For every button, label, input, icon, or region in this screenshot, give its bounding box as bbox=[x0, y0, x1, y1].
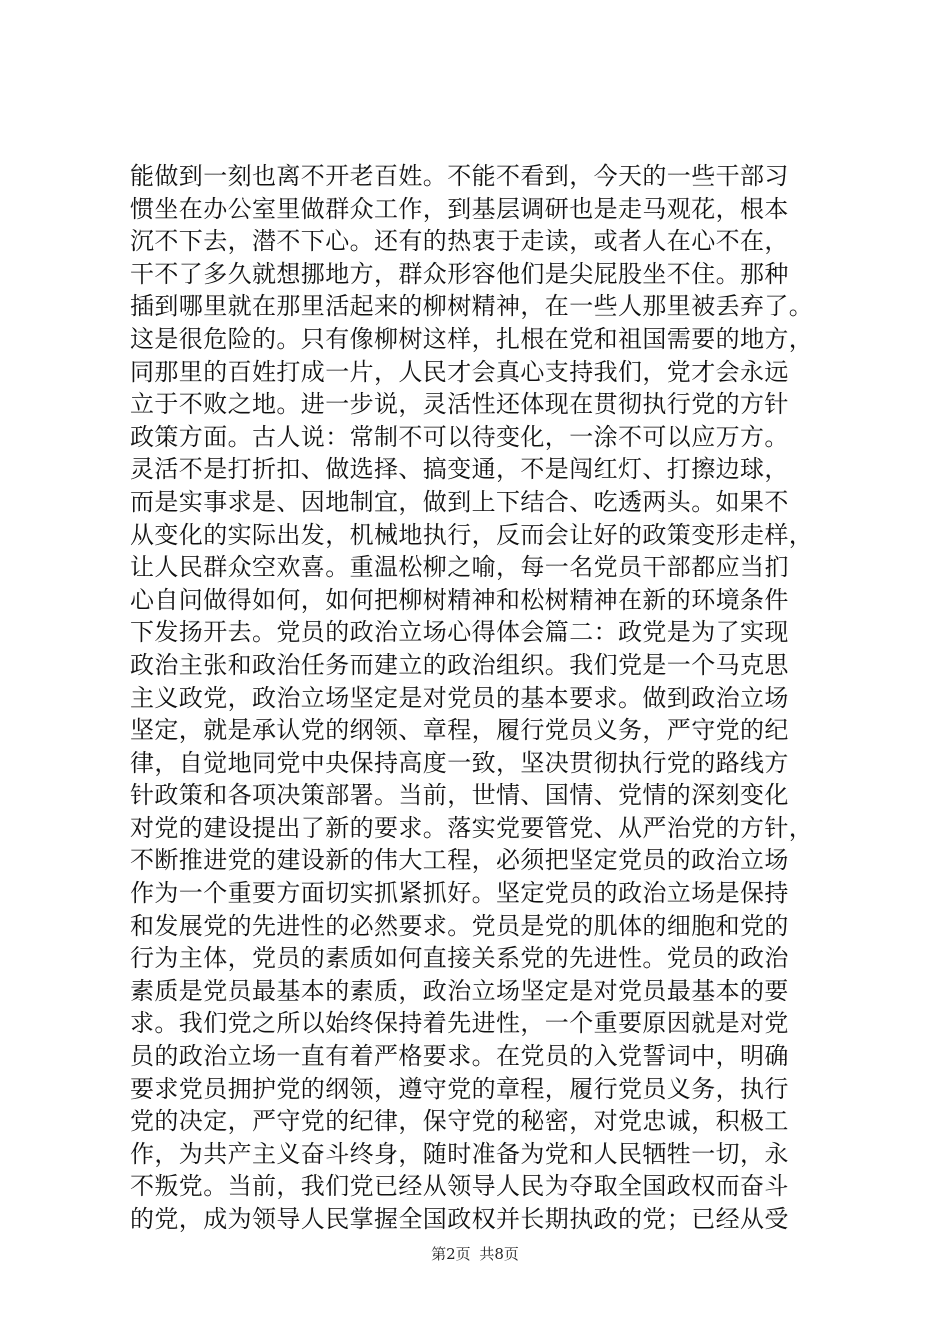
text-line: 作为一个重要方面切实抓紧抓好。坚定党员的政治立场是保持 bbox=[130, 879, 789, 908]
page-total: 共8页 bbox=[479, 1245, 519, 1263]
text-line: 和发展党的先进性的必然要求。党员是党的肌体的细胞和党的 bbox=[130, 911, 789, 940]
text-line: 行为主体，党员的素质如何直接关系党的先进性。党员的政治 bbox=[130, 944, 789, 973]
text-line: 对党的建设提出了新的要求。落实党要管党、从严治党的方针， bbox=[130, 813, 814, 842]
text-line: 员的政治立场一直有着严格要求。在党员的入党誓词中，明确 bbox=[130, 1042, 789, 1071]
text-line: 从变化的实际出发，机械地执行，反而会让好的政策变形走样， bbox=[130, 520, 814, 549]
text-line: 不断推进党的建设新的伟大工程，必须把坚定党员的政治立场 bbox=[130, 846, 789, 875]
text-line: 惯坐在办公室里做群众工作，到基层调研也是走马观花，根本 bbox=[130, 194, 789, 223]
text-line: 立于不败之地。进一步说，灵活性还体现在贯彻执行党的方针 bbox=[130, 390, 789, 419]
text-line: 干不了多久就想挪地方，群众形容他们是尖屁股坐不住。那种 bbox=[130, 259, 789, 288]
text-line: 政策方面。古人说：常制不可以待变化，一涂不可以应万方。 bbox=[130, 422, 789, 451]
text-line: 坚定，就是承认党的纲领、章程，履行党员义务，严守党的纪 bbox=[130, 716, 789, 745]
text-line: 要求党员拥护党的纲领，遵守党的章程，履行党员义务，执行 bbox=[130, 1074, 789, 1103]
text-line: 求。我们党之所以始终保持着先进性，一个重要原因就是对党 bbox=[130, 1009, 789, 1038]
text-line: 针政策和各项决策部署。当前，世情、国情、党情的深刻变化 bbox=[130, 781, 789, 810]
text-line: 律，自觉地同党中央保持高度一致，坚决贯彻执行党的路线方 bbox=[130, 748, 789, 777]
text-line: 沉不下去，潜不下心。还有的热衷于走读，或者人在心不在， bbox=[130, 227, 789, 256]
text-line: 政治主张和政治任务而建立的政治组织。我们党是一个马克思 bbox=[130, 650, 789, 679]
text-line: 主义政党，政治立场坚定是对党员的基本要求。做到政治立场 bbox=[130, 683, 789, 712]
text-line: 能做到一刻也离不开老百姓。不能不看到，今天的一些干部习 bbox=[130, 162, 789, 190]
page-number: 第2页 bbox=[431, 1245, 471, 1263]
text-line: 灵活不是打折扣、做选择、搞变通，不是闯红灯、打擦边球， bbox=[130, 455, 789, 484]
text-line: 这是很危险的。只有像柳树这样，扎根在党和祖国需要的地方， bbox=[130, 324, 814, 353]
text-line: 心自问做得如何，如何把柳树精神和松树精神在新的环境条件 bbox=[130, 585, 789, 614]
text-line: 的党，成为领导人民掌握全国政权并长期执政的党；已经从受 bbox=[130, 1205, 789, 1233]
text-line: 而是实事求是、因地制宜，做到上下结合、吃透两头。如果不 bbox=[130, 487, 789, 516]
page-footer bbox=[0, 1244, 950, 1264]
text-line: 作，为共产主义奋斗终身，随时准备为党和人民牺牲一切，永 bbox=[130, 1139, 789, 1168]
text-line: 不叛党。当前，我们党已经从领导人民为夺取全国政权而奋斗 bbox=[130, 1172, 789, 1201]
body-text bbox=[130, 160, 846, 1236]
text-line: 插到哪里就在那里活起来的柳树精神，在一些人那里被丢弃了。 bbox=[130, 292, 814, 321]
text-line: 同那里的百姓打成一片，人民才会真心支持我们，党才会永远 bbox=[130, 357, 789, 386]
text-line: 下发扬开去。党员的政治立场心得体会篇二：政党是为了实现 bbox=[130, 618, 789, 647]
text-line: 让人民群众空欢喜。重温松柳之喻，每一名党员干部都应当扪 bbox=[130, 553, 789, 582]
text-line: 素质是党员最基本的素质，政治立场坚定是对党员最基本的要 bbox=[130, 976, 789, 1005]
text-line: 党的决定，严守党的纪律，保守党的秘密，对党忠诚，积极工 bbox=[130, 1107, 789, 1136]
